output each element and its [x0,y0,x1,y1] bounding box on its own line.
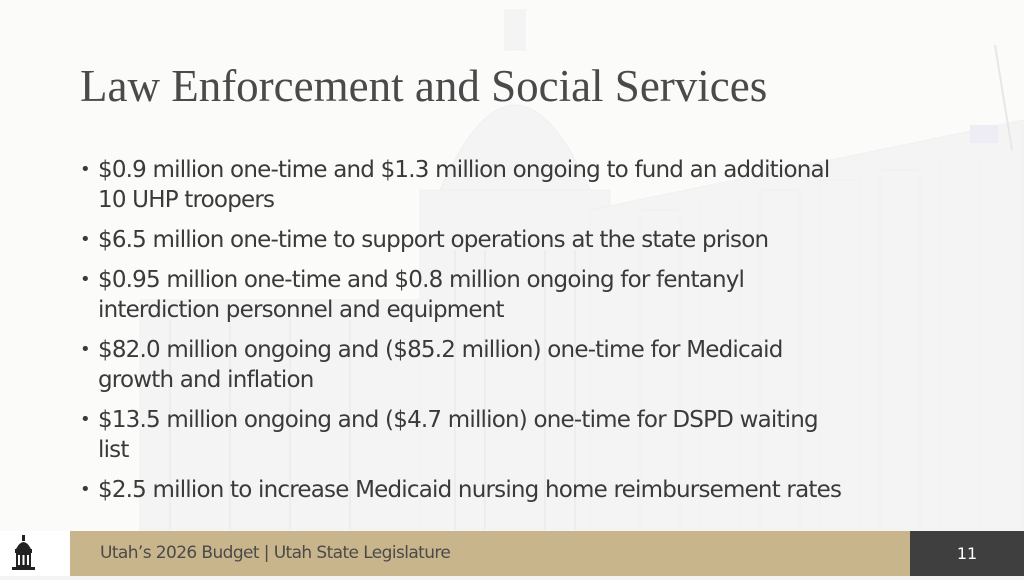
bullet-item-medicaid-growth [74,335,954,395]
page-number-box [910,531,1024,576]
bullet-symbol: • [80,339,90,360]
bullet-text-line: $13.5 million ongoing and ($4.7 million) one-time for DSPD waiting [98,407,818,433]
bullet-symbol: • [80,269,90,290]
bullet-text-line: $0.95 million one-time and $0.8 million ongoing for fentanyl [98,267,745,293]
bullet-item-dspd-waiting-list [74,405,954,465]
bullet-list [74,155,954,515]
page-number: 11 [956,544,978,563]
bullet-symbol: • [80,159,90,180]
capitol-logo-icon [0,531,70,576]
bullet-text-line: growth and inflation [98,367,314,393]
bullet-text-line: $2.5 million to increase Medicaid nursing home reimbursement rates [98,477,842,503]
bullet-text-line: $6.5 million one-time to support operations at the state prison [98,227,769,253]
bullet-symbol: • [80,409,90,430]
bullet-symbol: • [80,229,90,250]
footer-bar [70,531,910,576]
bullet-text-line: list [98,437,129,463]
bullet-item-uhp-troopers [74,155,954,215]
bullet-text-line: interdiction personnel and equipment [98,297,504,323]
bullet-item-fentanyl-interdiction [74,265,954,325]
slide-title: Law Enforcement and Social Services [80,61,768,111]
bullet-item-state-prison [74,225,954,255]
slide-footer [0,531,1024,576]
footer-text: Utah’s 2026 Budget | Utah State Legislature [100,543,451,563]
bullet-text-line: 10 UHP troopers [98,187,275,213]
bullet-symbol: • [80,479,90,500]
bullet-text-line: $0.9 million one-time and $1.3 million ongoing to fund an additional [98,157,830,183]
bullet-text-line: $82.0 million ongoing and ($85.2 million) one-time for Medicaid [98,337,783,363]
bullet-item-nursing-home-rates [74,475,954,505]
footer-logo [0,531,70,576]
